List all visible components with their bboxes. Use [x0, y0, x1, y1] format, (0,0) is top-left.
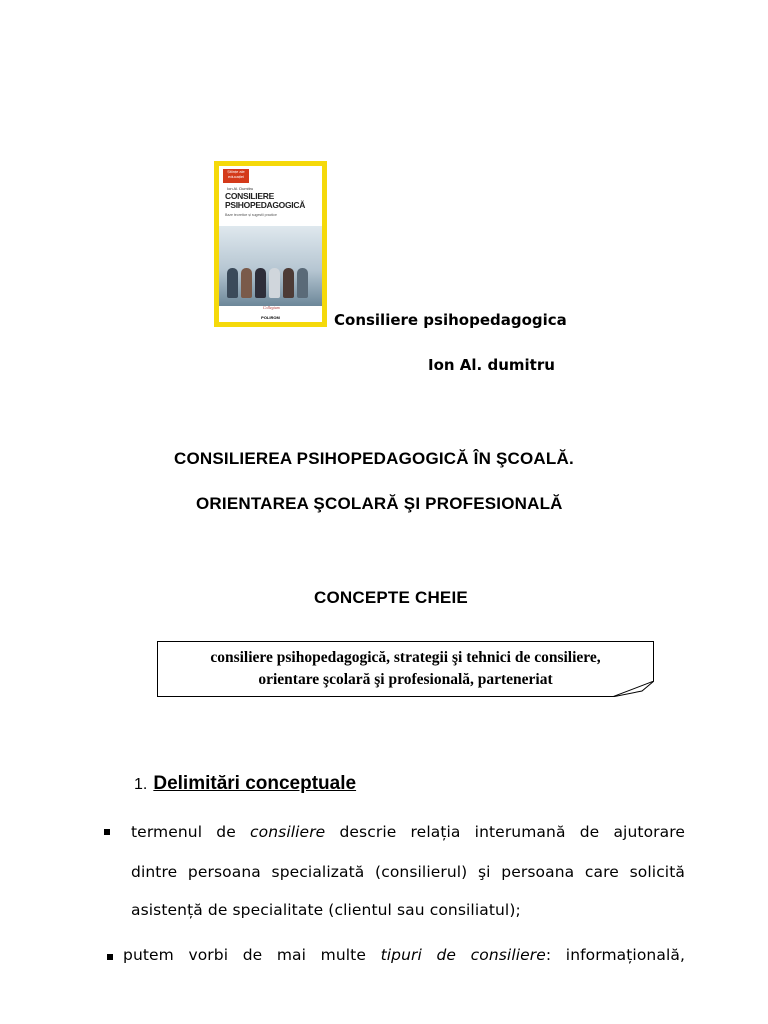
paragraph-line [131, 823, 685, 841]
cover-person [255, 268, 266, 298]
cover-title [225, 192, 305, 210]
text-span: : informațională, [545, 946, 685, 964]
book-cover-inner [219, 166, 322, 322]
cover-person [227, 268, 238, 298]
bullet-icon [104, 829, 110, 835]
keywords-line: consiliere psihopedagogică, strategii şi tehnici de consiliere, [210, 649, 601, 666]
chapter-heading: CONSILIEREA PSIHOPEDAGOGICĂ ÎN ŞCOALĂ. [174, 449, 574, 468]
cover-series-tag: Științe ale educației [223, 169, 249, 183]
section-title [134, 773, 356, 795]
book-author: Ion Al. dumitru [428, 356, 555, 374]
keywords-line: orientare şcolară şi profesională, parteneriat [258, 671, 553, 688]
page-fold-icon [612, 681, 654, 697]
cover-person [269, 268, 280, 298]
cover-person [241, 268, 252, 298]
bullet-icon [107, 954, 113, 960]
paragraph-line [123, 946, 685, 964]
book-title: Consiliere psihopedagogica [334, 311, 567, 329]
cover-person [283, 268, 294, 298]
emphasis-text: tipuri de consiliere [380, 946, 546, 964]
cover-author: Ion Al. Dumitru [227, 186, 254, 191]
key-concepts-heading: CONCEPTE CHEIE [314, 588, 468, 607]
cover-subtitle: Baze teoretice și sugestii practice [225, 213, 277, 217]
cover-photo [219, 226, 322, 306]
text-span: termenul de [131, 823, 251, 841]
text-span: putem vorbi de mai multe [123, 946, 381, 964]
paragraph-line: dintre persoana specializată (consilierul) şi persoana care solicită [131, 863, 685, 881]
chapter-subheading: ORIENTAREA ŞCOLARĂ ŞI PROFESIONALĂ [196, 494, 563, 513]
cover-title-line1: CONSILIERE [225, 191, 274, 201]
paragraph-line: asistență de specialitate (clientul sau consiliatul); [131, 901, 521, 919]
section-number: 1. [134, 776, 148, 793]
cover-person [297, 268, 308, 298]
emphasis-text: consiliere [250, 823, 326, 841]
section-title-text: Delimitări conceptuale [153, 773, 357, 794]
cover-publisher-script: Collegium [263, 305, 280, 310]
cover-publisher: POLIROM [261, 315, 280, 320]
keywords-box [157, 641, 654, 697]
cover-title-line2: PSIHOPEDAGOGICĂ [225, 200, 306, 210]
text-span: descrie relația interumană de ajutorare [325, 823, 685, 841]
book-cover-image [214, 161, 327, 327]
